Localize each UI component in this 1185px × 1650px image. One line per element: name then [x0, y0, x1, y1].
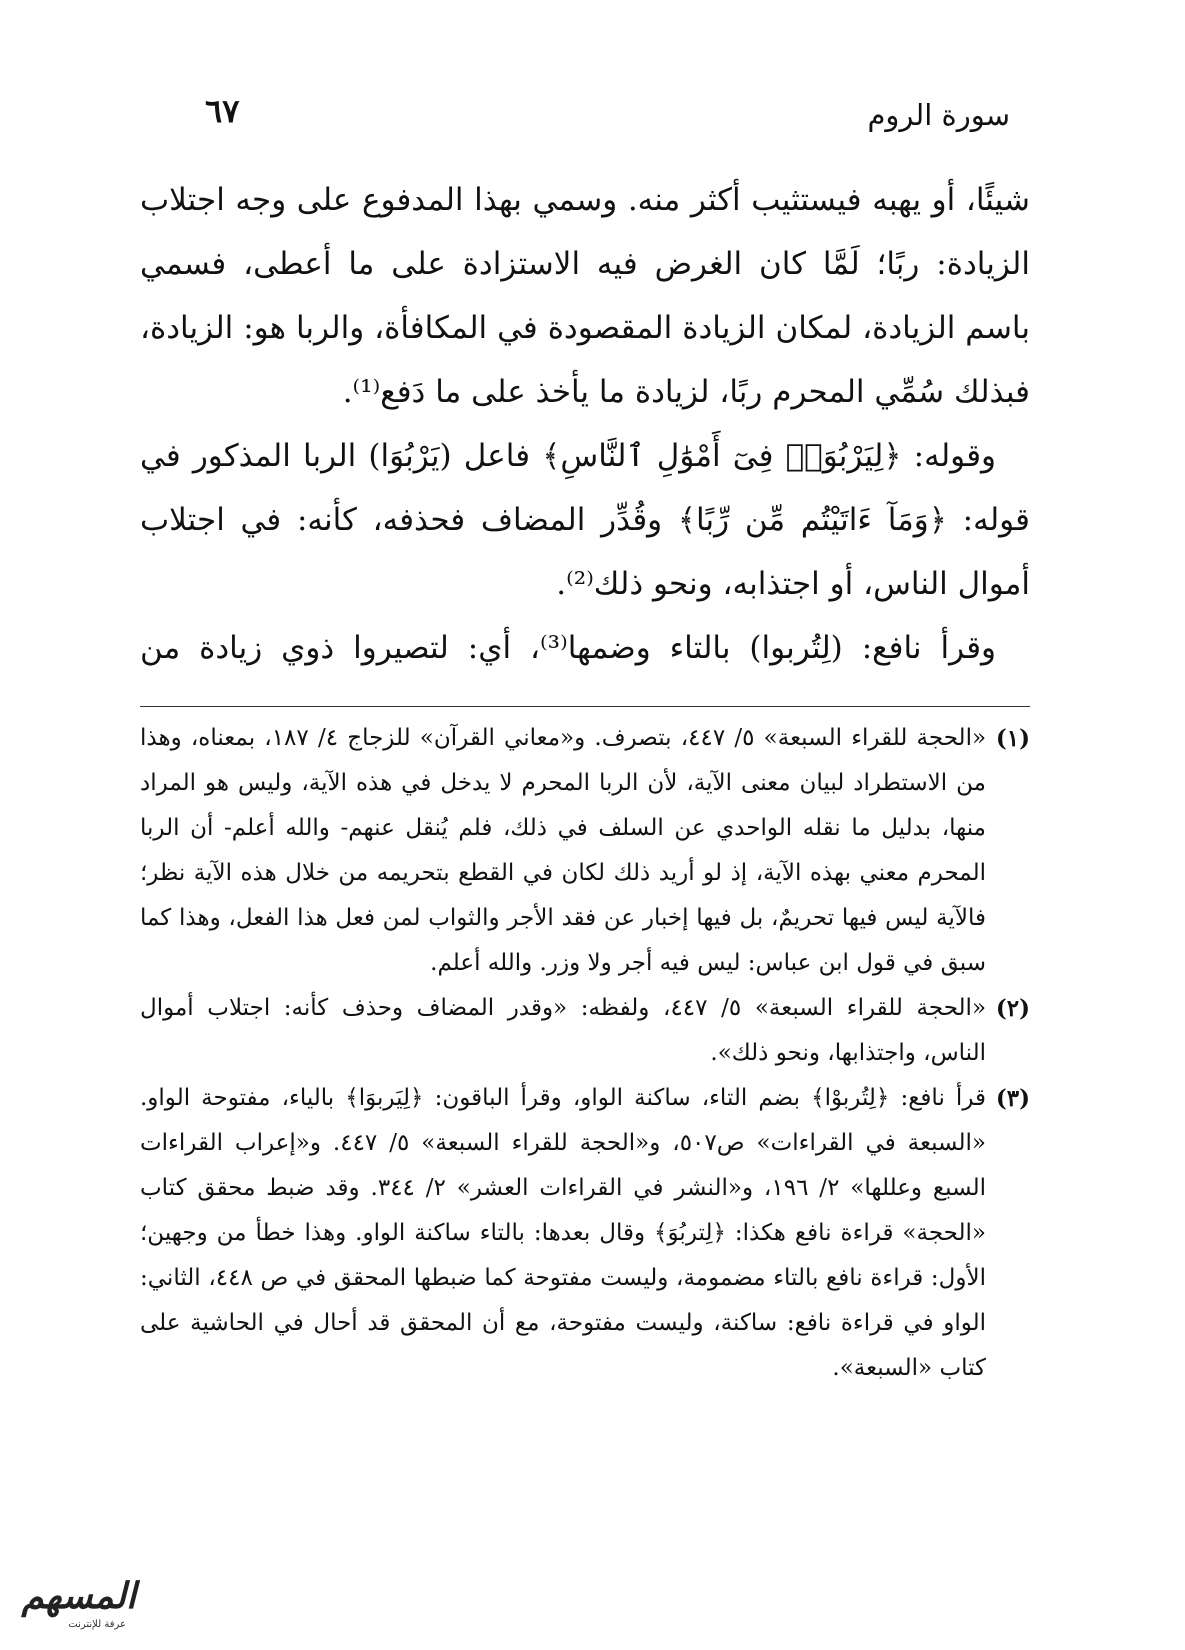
footnote-number: (٣)	[995, 1085, 1030, 1112]
footnote-text: «الحجة للقراء السبعة» ٥/ ٤٤٧، ولفظه: «وقدر المضاف وحذف كأنه: اجتلاب أموال الناس، واجتذابها، ونحو ذلك».	[140, 995, 987, 1066]
footnote-2	[140, 986, 1030, 1076]
footnotes	[140, 716, 1030, 1391]
paragraph-1: شيئًا، أو يهبه فيستثيب أكثر منه. وسمي بهذا المدفوع على وجه اجتلاب الزيادة: ربًا؛ لَمَّا كان الغرض فيه الاستزادة على ما أعطى، فسمي باسم الزيادة، لمكان الزيادة المقصودة في المكافأة، والربا هو: الزيادة، فبذلك سُمِّي المحرم ربًا، لزيادة ما يأخذ على ما دَفع⁽¹⁾.	[140, 182, 1030, 410]
publisher-logo	[20, 1575, 140, 1635]
footnote-text: «الحجة للقراء السبعة» ٥/ ٤٤٧، بتصرف. و«معاني القرآن» للزجاج ٤/ ١٨٧، بمعناه، وهذا من الاستطراد لبيان معنى الآية، لأن الربا المحرم لا يدخل في هذه الآية، وليس هو المراد منها، بدليل ما نقله الواحدي عن السلف في ذلك، فلم يُنقل عنهم- والله أعلم- أن الربا المحرم معني بهذه الآية، إذ لو أريد ذلك لكان في القطع بتحريمه من خلال هذه الآية نظر؛ فالآية ليس فيها تحريمٌ، بل فيها إخبار عن فقد الأجر والثواب لمن فعل هذا الفعل، وهذا كما سبق في قول ابن عباس: ليس فيه أجر ولا وزر. والله أعلم.	[140, 725, 987, 976]
main-text	[140, 168, 1030, 680]
footnote-text: قرأ نافع: ﴿لِتُربوْا﴾ بضم التاء، ساكنة الواو، وقرأ الباقون: ﴿لِيَربوَا﴾ بالياء، مفتوحة الواو. «السبعة في القراءات» ص٥٠٧، و«الحجة للقراء السبعة» ٥/ ٤٤٧. و«إعراب القراءات السبع وعللها» ٢/ ١٩٦، و«النشر في القراءات العشر» ٢/ ٣٤٤. وقد ضبط محقق كتاب «الحجة» قراءة نافع هكذا: ﴿لِتربُوَ﴾ وقال بعدها: بالتاء ساكنة الواو. وهذا خطأ من وجهين؛ الأول: قراءة نافع بالتاء مضمومة، وليست مفتوحة كما ضبطها المحقق في ص ٤٤٨، الثاني: الواو في قراءة نافع: ساكنة، وليست مفتوحة، مع أن المحقق قد أحال في الحاشية على كتاب «السبعة».	[140, 1085, 987, 1381]
logo-mark: المسهم	[21, 1575, 136, 1617]
page-number: ٦٧	[205, 92, 240, 130]
footnote-divider	[140, 706, 1030, 707]
footnote-number: (١)	[995, 725, 1030, 752]
paragraph-2: وقوله: ﴿لِيَرْبُوَا۟ فِىٓ أَمْوَٰلِ ٱلنَّاسِ﴾ فاعل (يَرْبُوَا) الربا المذكور في قوله: ﴿وَمَآ ءَاتَيْتُم مِّن رِّبًا﴾ وقُدِّر المضاف فحذفه، كأنه: في اجتلاب أموال الناس، أو اجتذابه، ونحو ذلك⁽²⁾.	[140, 438, 1030, 602]
logo-subtext: عرفة للإنترنت	[68, 1619, 126, 1630]
paragraph-3: وقرأ نافع: (لِتُربوا) بالتاء وضمها⁽³⁾، أي: لتصيروا ذوي زيادة من	[140, 630, 996, 666]
surah-title: سورة الروم	[867, 98, 1010, 132]
footnote-number: (٢)	[995, 995, 1030, 1022]
footnote-1	[140, 716, 1030, 986]
footnote-3	[140, 1076, 1030, 1391]
page-header	[205, 92, 1010, 142]
